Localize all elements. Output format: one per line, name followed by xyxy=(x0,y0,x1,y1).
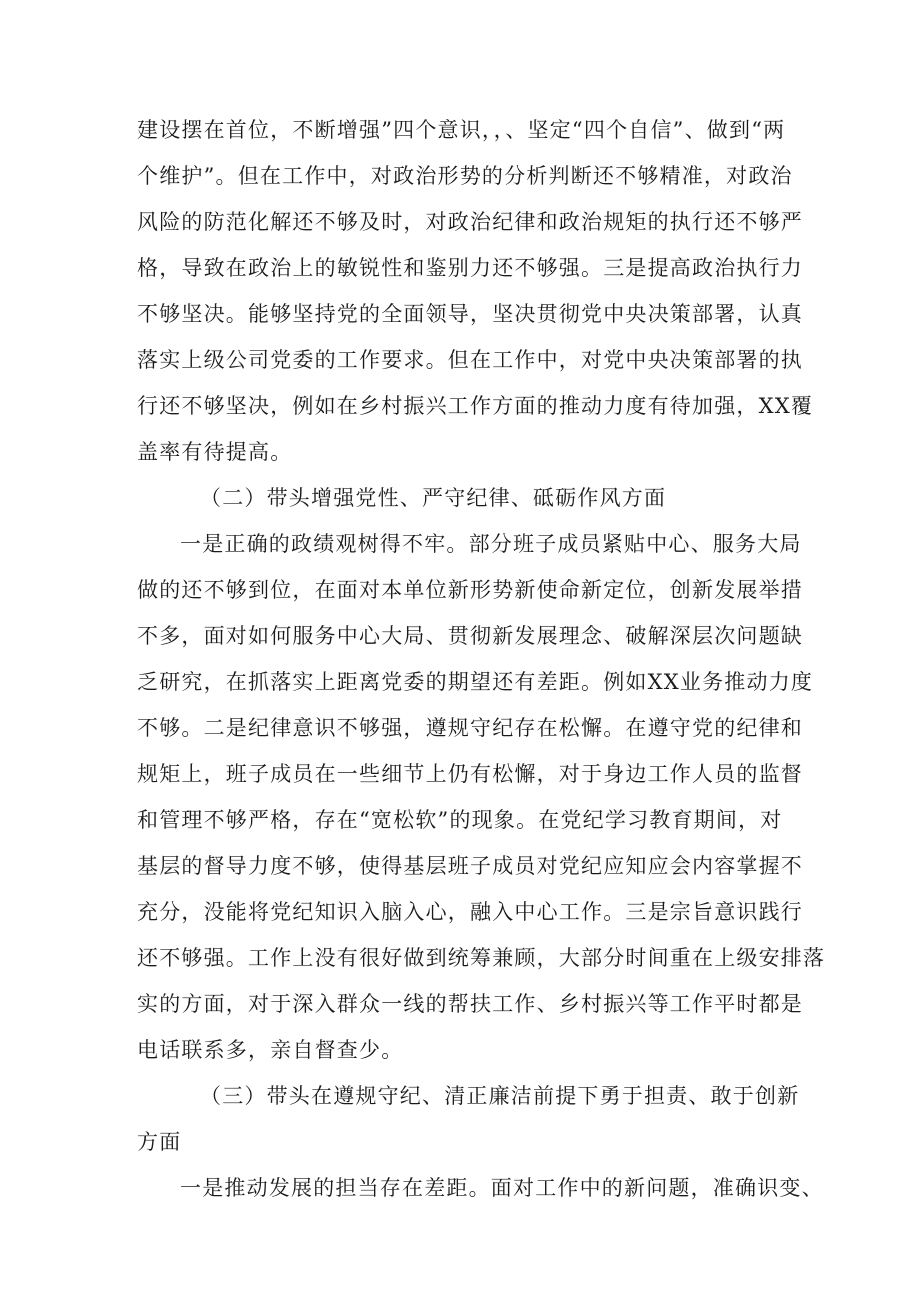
text-line: 乏研究，在抓落实上距离党委的期望还有差距。例如XX业务推动力度 xyxy=(137,670,814,694)
text-line: 不多，面对如何服务中心大局、贯彻新发展理念、破解深层次问题缺 xyxy=(137,624,803,648)
text-line: 不够。二是纪律意识不够强，遵规守纪存在松懈。在遵守党的纪律和 xyxy=(137,716,803,740)
text-line: 盖率有待提高。 xyxy=(137,440,293,464)
text-line: 和管理不够严格，存在“宽松软”的现象。在党纪学习教育期间，对 xyxy=(137,808,783,832)
text-line: 电话联系多，亲自督查少。 xyxy=(137,1038,404,1062)
text-line: 落实上级公司党委的工作要求。但在工作中，对党中央决策部署的执 xyxy=(137,348,803,372)
text-line: 基层的督导力度不够，使得基层班子成员对党纪应知应会内容掌握不 xyxy=(137,854,803,878)
text-line: 行还不够坚决，例如在乡村振兴工作方面的推动力度有待加强，XX覆 xyxy=(137,394,814,418)
text-line: 做的还不够到位，在面对本单位新形势新使命新定位，创新发展举措 xyxy=(137,578,803,602)
text-line: 规矩上，班子成员在一些细节上仍有松懈，对于身边工作人员的监督 xyxy=(137,762,803,786)
text-line: 个维护”。但在工作中，对政治形势的分析判断还不够精准，对政治 xyxy=(137,164,793,188)
paragraph-start: 一是推动发展的担当存在差距。面对工作中的新问题，准确识变、 xyxy=(180,1176,824,1200)
section-heading-2: （二）带头增强党性、严守纪律、砥砺作风方面 xyxy=(200,486,667,510)
text-line: 不够坚决。能够坚持党的全面领导，坚决贯彻党中央决策部署，认真 xyxy=(137,302,803,326)
text-line: 还不够强。工作上没有很好做到统筹兼顾，大部分时间重在上级安排落 xyxy=(137,946,826,970)
text-line: 方面 xyxy=(137,1130,182,1154)
text-line: 风险的防范化解还不够及时，对政治纪律和政治规矩的执行还不够严 xyxy=(137,210,803,234)
text-line: 建设摆在首位，不断增强”四个意识，，、坚定“四个自信”、做到“两 xyxy=(137,118,786,142)
text-line: 实的方面，对于深入群众一线的帮扶工作、乡村振兴等工作平时都是 xyxy=(137,992,803,1016)
text-line: 格，导致在政治上的敏锐性和鉴别力还不够强。三是提高政治执行力 xyxy=(137,256,803,280)
section-heading-3: （三）带头在遵规守纪、清正廉洁前提下勇于担责、敢于创新 xyxy=(200,1084,800,1108)
text-line: 充分，没能将党纪知识入脑入心，融入中心工作。三是宗旨意识践行 xyxy=(137,900,803,924)
paragraph-start: 一是正确的政绩观树得不牢。部分班子成员紧贴中心、服务大局 xyxy=(180,532,802,556)
